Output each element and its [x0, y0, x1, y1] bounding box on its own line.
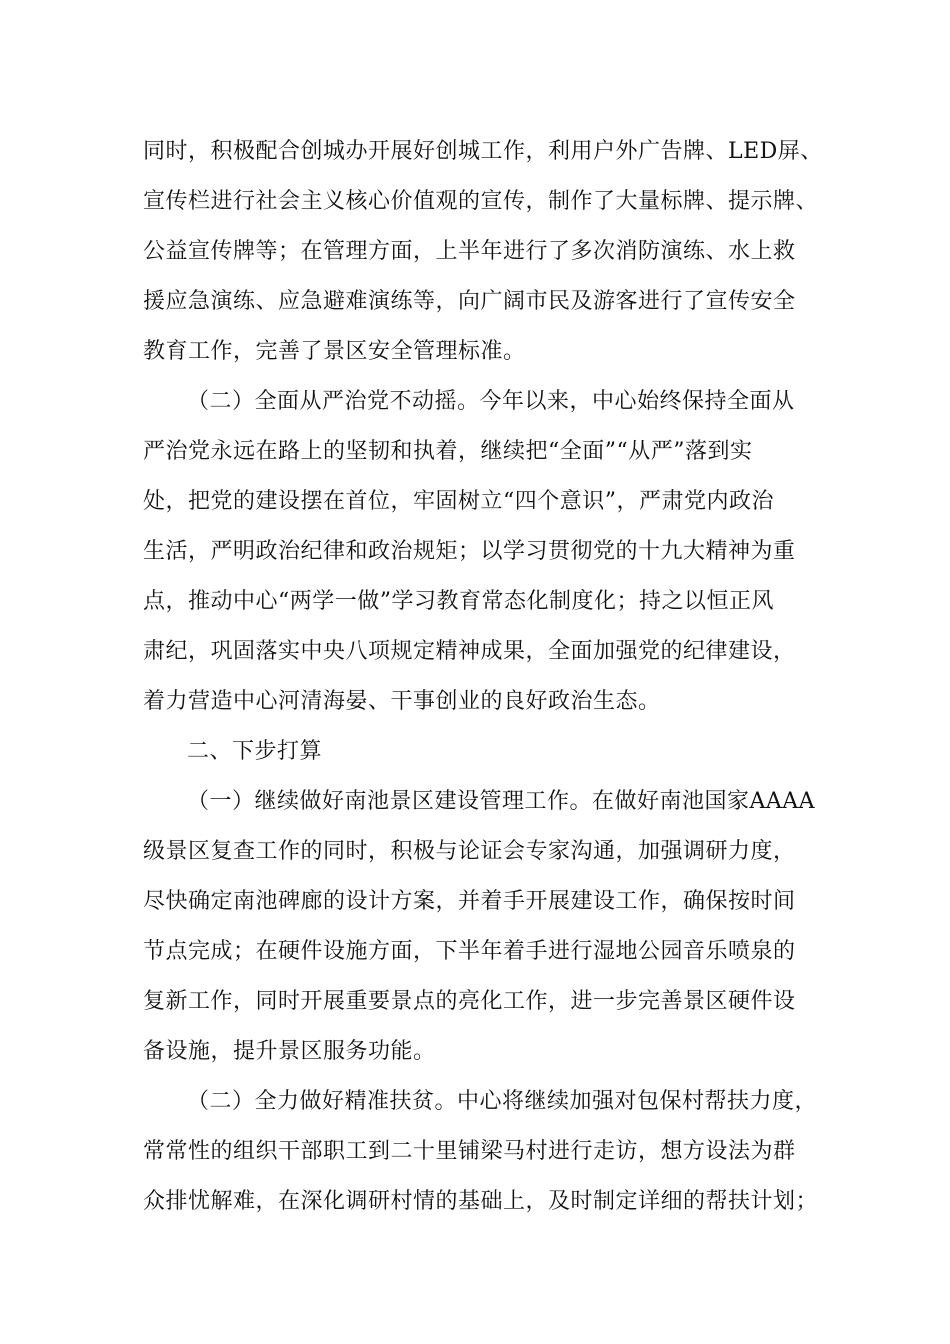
text-line: （二）全面从严治党不动摇。今年以来，中心始终保持全面从 — [187, 389, 795, 414]
text-line: 生活，严明政治纪律和政治规矩；以学习贯彻党的十九大精神为重 — [143, 539, 796, 564]
text-line: （二）全力做好精准扶贫。中心将继续加强对包保村帮扶力度， — [187, 1089, 818, 1114]
text-line: 处，把党的建设摆在首位，牢固树立“四个意识”，严肃党内政治 — [143, 489, 774, 514]
text-line: 肃纪，巩固落实中央八项规定精神成果，全面加强党的纪律建设， — [143, 639, 796, 664]
text-line: 公益宣传牌等；在管理方面，上半年进行了多次消防演练、水上救 — [143, 239, 796, 264]
heading-text: 二、下步打算 — [187, 739, 323, 764]
paragraph-scenic-area — [143, 777, 823, 1077]
text-line: 同时，积极配合创城办开展好创城工作，利用户外广告牌、LED屏、 — [143, 139, 823, 164]
section-heading — [143, 727, 823, 777]
document-body — [143, 127, 823, 1227]
paragraph-party-discipline — [143, 377, 823, 727]
text-line: 点，推动中心“两学一做”学习教育常态化制度化；持之以恒正风 — [143, 589, 774, 614]
paragraph-continuation — [143, 127, 823, 377]
text-line: 严治党永远在路上的坚韧和执着，继续把“全面”“从严”落到实 — [143, 439, 753, 464]
text-line: 尽快确定南池碑廊的设计方案，并着手开展建设工作，确保按时间 — [143, 889, 796, 914]
text-line: 众排忧解难，在深化调研村情的基础上，及时制定详细的帮扶计划； — [143, 1189, 819, 1214]
text-line: 复新工作，同时开展重要景点的亮化工作，进一步完善景区硬件设 — [143, 989, 796, 1014]
text-line: 援应急演练、应急避难演练等，向广阔市民及游客进行了宣传安全 — [143, 289, 796, 314]
text-line: 备设施，提升景区服务功能。 — [143, 1039, 436, 1064]
text-line: （一）继续做好南池景区建设管理工作。在做好南池国家AAAA — [187, 789, 816, 814]
text-line: 节点完成；在硬件设施方面，下半年着手进行湿地公园音乐喷泉的 — [143, 939, 796, 964]
paragraph-poverty-alleviation — [143, 1077, 823, 1227]
text-line: 教育工作，完善了景区安全管理标准。 — [143, 339, 526, 364]
text-line: 级景区复查工作的同时，积极与论证会专家沟通，加强调研力度， — [143, 839, 796, 864]
text-line: 着力营造中心河清海晏、干事创业的良好政治生态。 — [143, 689, 661, 714]
text-line: 常常性的组织干部职工到二十里铺梁马村进行走访，想方设法为群 — [143, 1139, 796, 1164]
text-line: 宣传栏进行社会主义核心价值观的宣传，制作了大量标牌、提示牌、 — [143, 189, 819, 214]
